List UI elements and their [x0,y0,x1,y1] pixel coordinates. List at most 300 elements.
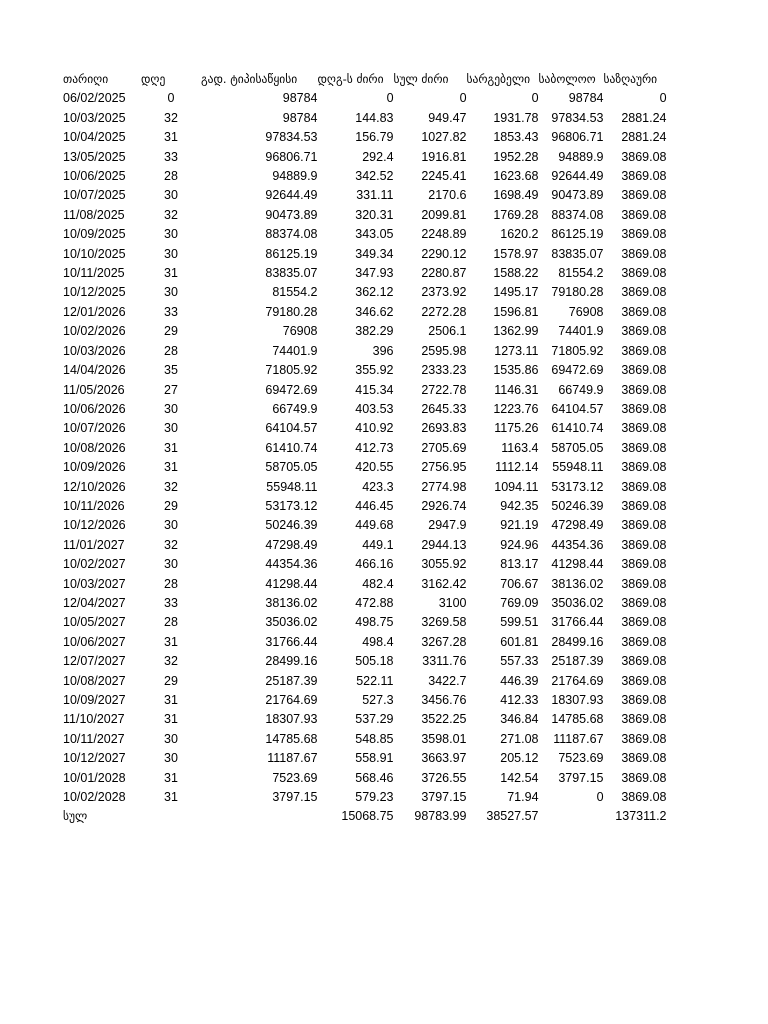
cell-start-balance[interactable]: 64104.57 [265,421,318,436]
cell-days[interactable]: 33 [164,149,178,164]
cell-payment-type[interactable] [201,419,256,438]
cell-start-balance[interactable]: 21764.69 [265,693,318,707]
cell-date[interactable]: 10/01/2028 [63,770,126,785]
cell-end-balance[interactable]: 50246.39 [551,498,604,513]
cell-total-principal[interactable]: 3797.15 [421,790,467,805]
header-end-balance[interactable]: საბოლოო [538,72,596,86]
cell-interest[interactable]: 71.94 [507,790,539,805]
cell-payment[interactable]: 3869.08 [621,382,667,397]
cell-start-balance[interactable]: 38136.02 [265,595,318,610]
cell-days[interactable]: 30 [164,188,178,203]
cell-days[interactable]: 28 [164,169,178,184]
cell-payment-type[interactable] [201,225,256,244]
cell-interest[interactable]: 1223.76 [493,401,539,416]
cell-payment-type[interactable] [201,322,256,341]
cell-vat-principal[interactable]: 342.52 [355,169,394,184]
cell-end-balance[interactable]: 21764.69 [551,673,604,688]
cell-interest[interactable]: 142.54 [500,770,539,785]
cell-payment-type[interactable] [201,400,256,419]
cell-vat-principal[interactable]: 527.3 [362,693,394,707]
cell-payment-type[interactable] [201,788,256,807]
cell-interest[interactable]: 1952.28 [493,149,539,164]
cell-total-principal[interactable]: 3100 [438,595,467,610]
cell-total-principal[interactable]: 2693.83 [421,421,467,436]
cell-end-balance[interactable]: 66749.9 [558,382,604,397]
cell-interest[interactable]: 557.33 [500,654,539,669]
header-days[interactable]: დღე [141,72,166,86]
cell-total-principal[interactable]: 2595.98 [421,343,467,358]
cell-vat-principal[interactable]: 568.46 [355,770,394,785]
cell-total-principal[interactable]: 2248.89 [421,227,467,242]
cell-end-balance[interactable]: 7523.69 [558,751,604,766]
cell-total-principal[interactable]: 2774.98 [421,479,467,494]
cell-interest[interactable]: 813.17 [500,557,539,572]
cell-payment-type[interactable] [201,575,256,594]
cell-days[interactable]: 31 [164,460,178,475]
cell-start-balance[interactable]: 74401.9 [272,343,318,358]
cell-end-balance[interactable]: 83835.07 [551,246,604,261]
cell-vat-principal[interactable]: 362.12 [355,285,394,300]
cell-date[interactable]: 10/07/2025 [63,188,126,203]
cell-start-balance[interactable]: 94889.9 [272,169,318,184]
totals-label[interactable]: სულ [63,809,88,824]
totals-interest[interactable]: 38527.57 [486,809,539,824]
cell-date[interactable]: 10/02/2028 [63,790,126,805]
cell-days[interactable]: 30 [164,285,178,300]
cell-total-principal[interactable]: 3598.01 [421,731,467,746]
cell-interest[interactable]: 601.81 [500,634,539,649]
cell-payment[interactable]: 3869.08 [621,246,667,261]
cell-start-balance[interactable]: 97834.53 [265,130,318,145]
cell-date[interactable]: 06/02/2025 [63,91,126,106]
cell-total-principal[interactable]: 3269.58 [421,615,467,630]
header-vat-principal[interactable]: დღგ-ს ძირი [317,72,384,86]
cell-days[interactable]: 32 [164,537,178,552]
cell-days[interactable]: 32 [164,207,178,222]
cell-vat-principal[interactable]: 347.93 [355,266,394,281]
cell-payment-type[interactable] [201,439,256,458]
totals-end-cell[interactable] [539,807,604,826]
cell-interest[interactable]: 1495.17 [493,285,539,300]
cell-date[interactable]: 10/09/2027 [63,693,126,707]
cell-payment-type[interactable] [201,633,256,652]
cell-payment[interactable]: 3869.08 [621,498,667,513]
cell-payment[interactable]: 2881.24 [621,110,667,125]
cell-start-balance[interactable]: 69472.69 [265,382,318,397]
cell-payment[interactable]: 3869.08 [621,343,667,358]
cell-payment[interactable]: 3869.08 [621,731,667,746]
cell-days[interactable]: 32 [164,479,178,494]
cell-payment-type[interactable] [201,186,256,205]
cell-interest[interactable]: 1931.78 [493,110,539,125]
cell-interest[interactable]: 1769.28 [493,207,539,222]
cell-payment[interactable]: 3869.08 [621,149,667,164]
cell-end-balance[interactable]: 97834.53 [551,110,604,125]
cell-date[interactable]: 11/01/2027 [63,537,125,552]
cell-vat-principal[interactable]: 423.3 [362,479,394,494]
cell-start-balance[interactable]: 35036.02 [265,615,318,630]
cell-days[interactable]: 31 [164,770,178,785]
cell-total-principal[interactable]: 2290.12 [421,246,467,261]
cell-end-balance[interactable]: 96806.71 [551,130,604,145]
cell-end-balance[interactable]: 41298.44 [551,557,604,572]
cell-payment-type[interactable] [201,361,256,380]
cell-interest[interactable]: 1362.99 [493,324,539,339]
cell-start-balance[interactable]: 86125.19 [265,246,318,261]
cell-payment[interactable]: 3869.08 [621,479,667,494]
cell-payment-type[interactable] [201,148,256,167]
cell-vat-principal[interactable]: 410.92 [355,421,394,436]
cell-payment[interactable]: 3869.08 [621,712,667,727]
cell-total-principal[interactable]: 2506.1 [428,324,467,339]
cell-total-principal[interactable]: 2099.81 [421,207,467,222]
cell-days[interactable]: 30 [164,731,178,746]
cell-date[interactable]: 10/03/2026 [63,343,126,358]
cell-payment-type[interactable] [201,167,256,186]
cell-start-balance[interactable]: 3797.15 [272,790,318,805]
cell-days[interactable]: 31 [164,693,178,707]
cell-payment-type[interactable] [201,613,256,632]
cell-vat-principal[interactable]: 449.1 [362,537,394,552]
header-payment-type[interactable]: გად. ტიპი [201,72,256,86]
totals-start-cell[interactable] [256,807,318,826]
cell-days[interactable]: 35 [164,363,178,378]
cell-date[interactable]: 10/06/2027 [63,634,126,649]
cell-vat-principal[interactable]: 412.73 [355,440,394,455]
cell-end-balance[interactable]: 18307.93 [551,693,604,707]
cell-interest[interactable]: 1146.31 [494,382,539,397]
header-date[interactable]: თარიღი [63,72,109,86]
cell-vat-principal[interactable]: 346.62 [355,304,394,319]
cell-end-balance[interactable]: 79180.28 [551,285,604,300]
cell-days[interactable]: 28 [164,615,178,630]
cell-days[interactable]: 31 [164,712,178,727]
cell-interest[interactable]: 0 [531,91,539,106]
cell-vat-principal[interactable]: 292.4 [362,149,394,164]
cell-end-balance[interactable]: 14785.68 [551,712,604,727]
cell-total-principal[interactable]: 2947.9 [428,518,467,533]
cell-date[interactable]: 10/11/2025 [63,266,125,281]
cell-start-balance[interactable]: 47298.49 [265,537,318,552]
cell-interest[interactable]: 706.67 [500,576,539,591]
cell-start-balance[interactable]: 79180.28 [265,304,318,319]
cell-date[interactable]: 10/08/2027 [63,673,126,688]
cell-interest[interactable]: 769.09 [500,595,539,610]
cell-total-principal[interactable]: 3267.28 [421,634,467,649]
cell-interest[interactable]: 1094.11 [494,479,539,494]
cell-payment-type[interactable] [201,652,256,671]
cell-total-principal[interactable]: 3422.7 [428,673,467,688]
cell-payment[interactable]: 3869.08 [621,207,667,222]
cell-payment-type[interactable] [201,109,256,128]
cell-vat-principal[interactable]: 498.75 [355,615,394,630]
cell-days[interactable]: 30 [164,246,178,261]
cell-start-balance[interactable]: 81554.2 [272,285,318,300]
cell-date[interactable]: 10/02/2027 [63,557,126,572]
cell-payment-type[interactable] [201,89,256,108]
cell-total-principal[interactable]: 2944.13 [421,537,467,552]
cell-days[interactable]: 31 [164,266,178,281]
cell-payment-type[interactable] [201,594,256,613]
cell-start-balance[interactable]: 92644.49 [265,188,318,203]
cell-vat-principal[interactable]: 579.23 [355,790,394,805]
cell-date[interactable]: 10/11/2026 [63,498,125,513]
cell-payment-type[interactable] [201,516,256,535]
cell-total-principal[interactable]: 1916.81 [421,149,467,164]
cell-payment-type[interactable] [201,264,256,283]
cell-date[interactable]: 10/02/2026 [63,324,126,339]
cell-vat-principal[interactable]: 0 [386,91,394,106]
cell-payment[interactable]: 3869.08 [621,673,667,688]
cell-end-balance[interactable]: 92644.49 [551,169,604,184]
cell-interest[interactable]: 1535.86 [493,363,539,378]
cell-end-balance[interactable]: 0 [596,790,604,805]
cell-days[interactable]: 31 [164,440,178,455]
cell-vat-principal[interactable]: 144.83 [355,110,394,125]
cell-interest[interactable]: 1623.68 [493,169,539,184]
cell-end-balance[interactable]: 11187.67 [553,731,604,746]
cell-start-balance[interactable]: 76908 [282,324,318,339]
cell-total-principal[interactable]: 2705.69 [421,440,467,455]
cell-payment-type[interactable] [201,555,256,574]
cell-payment[interactable]: 3869.08 [621,285,667,300]
cell-interest[interactable]: 346.84 [500,712,539,727]
cell-end-balance[interactable]: 61410.74 [551,421,604,436]
cell-payment-type[interactable] [201,536,256,555]
cell-payment[interactable]: 3869.08 [621,266,667,281]
cell-days[interactable]: 31 [164,790,178,805]
cell-payment[interactable]: 3869.08 [621,770,667,785]
cell-payment-type[interactable] [201,710,256,729]
cell-date[interactable]: 10/10/2025 [63,246,126,261]
header-total-principal[interactable]: სულ ძირი [393,72,449,86]
cell-end-balance[interactable]: 28499.16 [551,634,604,649]
cell-days[interactable]: 30 [164,557,178,572]
cell-start-balance[interactable]: 98784 [282,91,318,106]
cell-payment[interactable]: 3869.08 [621,576,667,591]
cell-payment-type[interactable] [201,128,256,147]
cell-total-principal[interactable]: 0 [459,91,467,106]
cell-end-balance[interactable]: 3797.15 [558,770,604,785]
cell-total-principal[interactable]: 3663.97 [421,751,467,766]
cell-interest[interactable]: 1175.26 [494,421,539,436]
totals-principal[interactable]: 98783.99 [414,809,467,824]
cell-vat-principal[interactable]: 505.18 [355,654,394,669]
header-interest[interactable]: სარგებელი [466,72,531,86]
cell-interest[interactable]: 205.12 [500,751,539,766]
cell-end-balance[interactable]: 55948.11 [552,460,604,475]
cell-interest[interactable]: 1163.4 [501,440,539,455]
cell-date[interactable]: 10/09/2025 [63,227,126,242]
cell-interest[interactable]: 1698.49 [493,188,539,203]
cell-vat-principal[interactable]: 558.91 [355,751,394,766]
cell-payment-type[interactable] [201,245,256,264]
cell-interest[interactable]: 412.33 [500,693,539,707]
cell-date[interactable]: 10/08/2026 [63,440,126,455]
cell-payment-type[interactable] [201,381,256,400]
cell-total-principal[interactable]: 2272.28 [421,304,467,319]
cell-vat-principal[interactable]: 382.29 [355,324,394,339]
cell-vat-principal[interactable]: 548.85 [355,731,394,746]
cell-payment-type[interactable] [201,769,256,788]
cell-payment[interactable]: 3869.08 [621,615,667,630]
cell-days[interactable]: 31 [164,634,178,649]
cell-total-principal[interactable]: 2756.95 [421,460,467,475]
cell-interest[interactable]: 942.35 [500,498,539,513]
cell-date[interactable]: 10/07/2026 [63,421,126,436]
cell-payment[interactable]: 0 [659,91,667,106]
cell-end-balance[interactable]: 86125.19 [551,227,604,242]
cell-start-balance[interactable]: 61410.74 [265,440,318,455]
cell-end-balance[interactable]: 53173.12 [551,479,604,494]
cell-payment[interactable]: 3869.08 [621,595,667,610]
cell-date[interactable]: 12/10/2026 [63,479,126,494]
cell-payment-type[interactable] [201,691,256,710]
cell-payment-type[interactable] [201,458,256,477]
cell-date[interactable]: 10/06/2026 [63,401,126,416]
header-start-balance[interactable]: საწყისი [255,72,298,86]
cell-vat-principal[interactable]: 498.4 [362,634,394,649]
cell-vat-principal[interactable]: 396 [372,343,394,358]
cell-days[interactable]: 28 [164,343,178,358]
cell-date[interactable]: 10/09/2026 [63,460,126,475]
cell-days[interactable]: 33 [164,304,178,319]
cell-date[interactable]: 13/05/2025 [63,149,126,164]
cell-vat-principal[interactable]: 320.31 [355,207,394,222]
cell-start-balance[interactable]: 90473.89 [265,207,318,222]
cell-start-balance[interactable]: 28499.16 [265,654,318,669]
cell-start-balance[interactable]: 44354.36 [265,557,318,572]
cell-days[interactable]: 33 [164,595,178,610]
cell-total-principal[interactable]: 1027.82 [421,130,467,145]
cell-vat-principal[interactable]: 420.55 [355,460,394,475]
cell-total-principal[interactable]: 2245.41 [421,169,467,184]
cell-days[interactable]: 28 [164,576,178,591]
cell-end-balance[interactable]: 76908 [568,304,604,319]
cell-days[interactable]: 32 [164,110,178,125]
cell-days[interactable]: 29 [164,673,178,688]
cell-start-balance[interactable]: 53173.12 [265,498,318,513]
cell-days[interactable]: 0 [167,91,175,106]
cell-total-principal[interactable]: 3456.76 [421,693,467,707]
cell-payment-type[interactable] [201,342,256,361]
cell-total-principal[interactable]: 3522.25 [421,712,467,727]
cell-start-balance[interactable]: 18307.93 [265,712,318,727]
cell-interest[interactable]: 446.39 [500,673,539,688]
cell-total-principal[interactable]: 2333.23 [421,363,467,378]
cell-total-principal[interactable]: 3162.42 [421,576,467,591]
cell-interest[interactable]: 1620.2 [500,227,539,242]
cell-days[interactable]: 30 [164,401,178,416]
cell-days[interactable]: 29 [164,324,178,339]
cell-end-balance[interactable]: 71805.92 [551,343,604,358]
cell-end-balance[interactable]: 98784 [568,91,604,106]
cell-total-principal[interactable]: 3726.55 [421,770,467,785]
cell-payment[interactable]: 3869.08 [621,557,667,572]
cell-payment[interactable]: 3869.08 [621,304,667,319]
cell-payment-type[interactable] [201,206,256,225]
cell-end-balance[interactable]: 44354.36 [551,537,604,552]
totals-payment[interactable]: 137311.2 [615,809,667,824]
cell-start-balance[interactable]: 98784 [282,110,318,125]
cell-interest[interactable]: 599.51 [500,615,539,630]
cell-end-balance[interactable]: 64104.57 [551,401,604,416]
cell-date[interactable]: 12/07/2027 [63,654,126,669]
cell-payment[interactable]: 3869.08 [621,654,667,669]
cell-interest[interactable]: 1112.14 [495,460,539,475]
cell-start-balance[interactable]: 31766.44 [265,634,318,649]
cell-interest[interactable]: 1273.11 [494,343,539,358]
cell-payment[interactable]: 3869.08 [621,421,667,436]
cell-payment-type[interactable] [201,283,256,302]
cell-payment-type[interactable] [201,478,256,497]
cell-start-balance[interactable]: 11187.67 [267,751,318,766]
cell-end-balance[interactable]: 74401.9 [558,324,604,339]
cell-payment[interactable]: 3869.08 [621,227,667,242]
cell-interest[interactable]: 271.08 [500,731,539,746]
cell-vat-principal[interactable]: 446.45 [355,498,394,513]
cell-total-principal[interactable]: 2722.78 [421,382,467,397]
cell-start-balance[interactable]: 55948.11 [266,479,318,494]
cell-days[interactable]: 31 [164,130,178,145]
cell-total-principal[interactable]: 3311.76 [422,654,467,669]
cell-total-principal[interactable]: 949.47 [428,110,467,125]
cell-date[interactable]: 10/04/2025 [63,130,126,145]
cell-days[interactable]: 29 [164,498,178,513]
cell-payment[interactable]: 3869.08 [621,188,667,203]
cell-payment[interactable]: 3869.08 [621,537,667,552]
cell-start-balance[interactable]: 66749.9 [272,401,318,416]
cell-end-balance[interactable]: 38136.02 [551,576,604,591]
cell-days[interactable]: 27 [164,382,178,397]
cell-start-balance[interactable]: 83835.07 [265,266,318,281]
cell-payment[interactable]: 3869.08 [621,401,667,416]
cell-interest[interactable]: 1853.43 [493,130,539,145]
cell-days[interactable]: 32 [164,654,178,669]
cell-date[interactable]: 12/01/2026 [63,304,126,319]
cell-vat-principal[interactable]: 482.4 [362,576,394,591]
cell-date[interactable]: 10/11/2027 [63,731,125,746]
cell-date[interactable]: 12/04/2027 [63,595,126,610]
cell-payment[interactable]: 3869.08 [621,634,667,649]
cell-payment-type[interactable] [201,749,256,768]
cell-total-principal[interactable]: 2645.33 [421,401,467,416]
cell-payment-type[interactable] [201,497,256,516]
cell-total-principal[interactable]: 2170.6 [428,188,467,203]
cell-vat-principal[interactable]: 449.68 [355,518,394,533]
cell-payment[interactable]: 2881.24 [621,130,667,145]
cell-date[interactable]: 10/05/2027 [63,615,126,630]
cell-payment[interactable]: 3869.08 [621,693,667,707]
cell-total-principal[interactable]: 3055.92 [421,557,467,572]
cell-start-balance[interactable]: 14785.68 [265,731,318,746]
cell-vat-principal[interactable]: 355.92 [355,363,394,378]
cell-end-balance[interactable]: 31766.44 [551,615,604,630]
totals-type-cell[interactable] [201,807,256,826]
header-payment[interactable]: საზღაური [603,72,658,86]
cell-date[interactable]: 14/04/2026 [63,363,126,378]
cell-end-balance[interactable]: 94889.9 [558,149,604,164]
cell-date[interactable]: 11/08/2025 [63,207,125,222]
cell-vat-principal[interactable]: 522.11 [356,673,394,688]
cell-vat-principal[interactable]: 466.16 [355,557,394,572]
cell-date[interactable]: 10/03/2027 [63,576,126,591]
cell-start-balance[interactable]: 7523.69 [272,770,318,785]
cell-payment[interactable]: 3869.08 [621,790,667,805]
cell-start-balance[interactable]: 96806.71 [265,149,318,164]
cell-end-balance[interactable]: 88374.08 [551,207,604,222]
cell-date[interactable]: 10/03/2025 [63,110,126,125]
